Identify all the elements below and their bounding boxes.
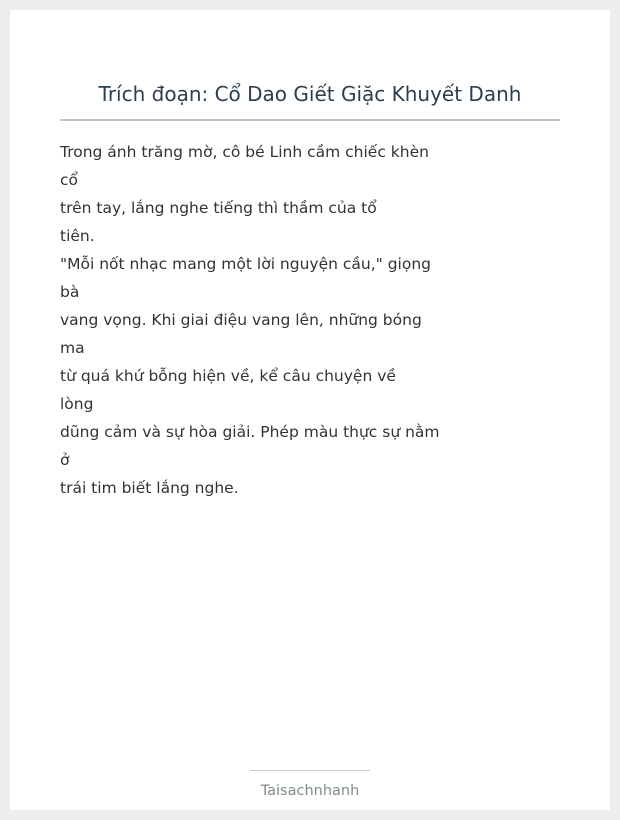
excerpt-line: cổ bbox=[60, 171, 79, 189]
document-page bbox=[10, 10, 610, 810]
footer-divider bbox=[250, 770, 370, 771]
excerpt-line: ở bbox=[60, 451, 70, 469]
excerpt-line: vang vọng. Khi giai điệu vang lên, những bóng bbox=[60, 311, 422, 329]
excerpt-line: trên tay, lắng nghe tiếng thì thầm của tổ bbox=[60, 199, 377, 217]
footer-source: Taisachnhanh bbox=[260, 783, 360, 799]
excerpt-line: dũng cảm và sự hòa giải. Phép màu thực sự nằm bbox=[60, 423, 440, 441]
document-title: Trích đoạn: Cổ Dao Giết Giặc Khuyết Danh bbox=[98, 82, 522, 106]
excerpt-line: từ quá khứ bỗng hiện về, kể câu chuyện về bbox=[60, 367, 396, 385]
excerpt-line: bà bbox=[60, 283, 80, 301]
excerpt-line: "Mỗi nốt nhạc mang một lời nguyện cầu," giọng bbox=[60, 255, 431, 273]
title-divider bbox=[60, 119, 560, 121]
excerpt-line: tiên. bbox=[60, 227, 95, 245]
excerpt-body bbox=[60, 138, 440, 502]
excerpt-line: trái tim biết lắng nghe. bbox=[60, 479, 239, 497]
excerpt-line: Trong ánh trăng mờ, cô bé Linh cầm chiếc khèn bbox=[60, 143, 429, 161]
excerpt-line: ma bbox=[60, 339, 85, 357]
excerpt-line: lòng bbox=[60, 395, 94, 413]
